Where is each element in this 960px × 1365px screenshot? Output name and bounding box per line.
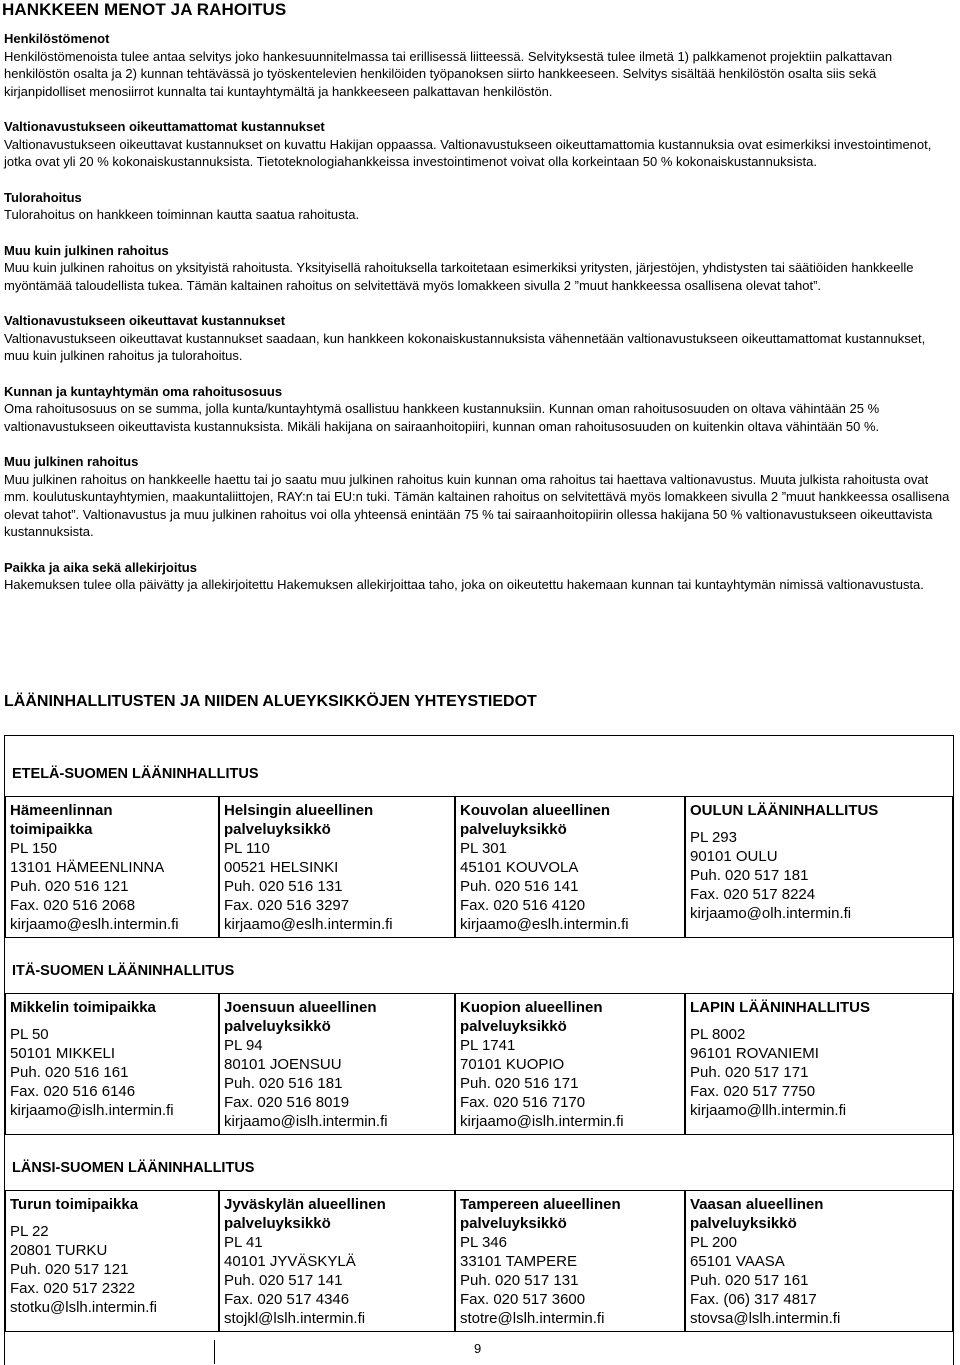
office-email[interactable]: stovsa@lslh.intermin.fi	[690, 1310, 841, 1327]
office-detail: 90101 OULU	[690, 848, 778, 865]
section-text: Henkilöstömenoista tulee antaa selvitys joko hankesuunnitelmassa tai erillisessä liitteessä. Selvityksestä tulee ilmetä 1) palkkamenot projektiin palkattavan henkilöstön osalta ja 2) kunnan tehtävässä jo työskentelevien henkilöiden työpanoksen siirto hankkeeseen. Selvitys sisältää henkilöstön osalta siis sekä kirjanpidolliset menosiirrot kunnalta tai kuntayhtymältä ja hankkeeseen palkattavan henkilöstön.	[4, 48, 893, 99]
office-email[interactable]: kirjaamo@olh.intermin.fi	[690, 905, 852, 922]
office-cell	[455, 1190, 685, 1332]
section-allekirjoitus	[4, 559, 954, 594]
office-card	[6, 1191, 220, 1317]
office-detail: Puh. 020 516 161	[10, 1064, 129, 1081]
section-heading: Valtionavustukseen oikeuttavat kustannukset	[4, 313, 286, 328]
office-detail: Fax. 020 517 8224	[690, 886, 816, 903]
office-detail: Fax. 020 516 8019	[224, 1094, 350, 1111]
office-detail: Puh. 020 516 171	[460, 1075, 579, 1092]
section-text: Tulorahoitus on hankkeen toiminnan kautta saatua rahoitusta.	[4, 207, 360, 222]
office-name: palveluyksikkö	[224, 821, 331, 838]
office-email[interactable]: stojkl@lslh.intermin.fi	[224, 1310, 366, 1327]
office-detail: 13101 HÄMEENLINNA	[10, 859, 165, 876]
office-card	[220, 1191, 456, 1328]
office-detail: 00521 HELSINKI	[224, 859, 339, 876]
section-oikeuttamattomat	[4, 118, 954, 171]
office-detail: 50101 MIKKELI	[10, 1045, 116, 1062]
spacer	[690, 1017, 954, 1025]
region-title: LÄNSI-SUOMEN LÄÄNINHALLITUS	[12, 1160, 255, 1176]
office-detail: PL 301	[460, 840, 507, 857]
spacer	[10, 1017, 220, 1025]
office-card	[686, 1191, 954, 1328]
office-email[interactable]: kirjaamo@islh.intermin.fi	[460, 1113, 624, 1130]
office-name: palveluyksikkö	[224, 1018, 331, 1035]
office-cell	[5, 993, 219, 1135]
section-oikeuttavat	[4, 312, 954, 365]
office-detail: Fax. 020 516 7170	[460, 1094, 586, 1111]
office-detail: 70101 KUOPIO	[460, 1056, 565, 1073]
office-detail: Puh. 020 516 131	[224, 878, 343, 895]
region-title: ITÄ-SUOMEN LÄÄNINHALLITUS	[12, 963, 235, 979]
office-detail: Puh. 020 517 131	[460, 1272, 579, 1289]
office-detail: Puh. 020 517 121	[10, 1261, 129, 1278]
office-name: palveluyksikkö	[460, 821, 567, 838]
office-detail: PL 150	[10, 840, 57, 857]
office-detail: PL 94	[224, 1037, 263, 1054]
office-detail: Puh. 020 517 161	[690, 1272, 809, 1289]
office-name: Turun toimipaikka	[10, 1196, 139, 1213]
office-detail: Fax. 020 516 2068	[10, 897, 136, 914]
section-heading: Muu julkinen rahoitus	[4, 454, 139, 469]
region-title: ETELÄ-SUOMEN LÄÄNINHALLITUS	[12, 766, 259, 782]
office-card	[456, 797, 686, 934]
office-detail: 45101 KOUVOLA	[460, 859, 579, 876]
office-name: toimipaikka	[10, 821, 93, 838]
office-cell	[219, 993, 455, 1135]
office-email[interactable]: kirjaamo@islh.intermin.fi	[10, 1102, 174, 1119]
office-name: palveluyksikkö	[690, 1215, 797, 1232]
office-cell	[685, 1190, 953, 1332]
office-cell	[219, 1190, 455, 1332]
office-detail: Fax. 020 517 4346	[224, 1291, 350, 1308]
office-name: Kuopion alueellinen	[460, 999, 603, 1016]
section-muu-julkinen	[4, 453, 954, 541]
office-name: palveluyksikkö	[460, 1018, 567, 1035]
office-cell	[455, 796, 685, 938]
office-detail: PL 346	[460, 1234, 507, 1251]
office-detail: PL 41	[224, 1234, 263, 1251]
office-card	[6, 797, 220, 934]
office-name: Helsingin alueellinen	[224, 802, 374, 819]
section-tulorahoitus	[4, 189, 954, 224]
office-detail: PL 50	[10, 1026, 49, 1043]
office-email[interactable]: kirjaamo@eslh.intermin.fi	[10, 916, 179, 933]
page-title: HANKKEEN MENOT JA RAHOITUS	[2, 0, 287, 19]
office-email[interactable]: kirjaamo@eslh.intermin.fi	[224, 916, 393, 933]
office-email[interactable]: stotre@lslh.intermin.fi	[460, 1310, 605, 1327]
office-name: Tampereen alueellinen	[460, 1196, 621, 1213]
office-card	[456, 1191, 686, 1328]
office-name: Mikkelin toimipaikka	[10, 999, 156, 1016]
section-text: Valtionavustukseen oikeuttavat kustannukset saadaan, kun hankkeen kokonaiskustannuksista vähennetään valtionavustukseen oikeuttamattomat kustannukset, muu kuin julkinen rahoitus ja tulorahoitus.	[4, 330, 926, 363]
office-detail: PL 293	[690, 829, 737, 846]
office-email[interactable]: stotku@lslh.intermin.fi	[10, 1299, 157, 1316]
office-detail: Fax. 020 517 7750	[690, 1083, 816, 1100]
section-muu-kuin-julkinen	[4, 242, 954, 295]
section-text: Muu kuin julkinen rahoitus on yksityistä rahoitusta. Yksityisellä rahoituksella tarkoitetaan esimerkiksi yritysten, järjestöjen, yhdistysten tai säätiöiden hankkeelle myöntämää taloudellista tukea. Tämän kaltainen rahoitus on selvitettävä myös lomakkeen sivulla 2 ”muut hankkeessa osallisena olevat tahot”.	[4, 260, 914, 293]
section-text: Oma rahoitusosuus on se summa, jolla kunta/kuntayhtymä osallistuu hankkeen kustannuksiin. Kunnan oman rahoitusosuuden on oltava vähintään 25 % valtionavustukseen oikeuttavista kustannuksista. Mikäli hakijana on sairaanhoitopiiri, kunnan oman rahoitusosuuden on kuitenkin oltava vähintään 50 %.	[4, 401, 880, 434]
office-name: Joensuun alueellinen	[224, 999, 377, 1016]
office-name: palveluyksikkö	[460, 1215, 567, 1232]
office-cell	[685, 796, 953, 938]
office-name: Vaasan alueellinen	[690, 1196, 824, 1213]
office-detail: PL 1741	[460, 1037, 516, 1054]
section-heading: Valtionavustukseen oikeuttamattomat kustannukset	[4, 119, 325, 134]
office-detail: Fax. 020 516 3297	[224, 897, 350, 914]
section-oma-rahoitusosuus	[4, 383, 954, 436]
office-cell	[455, 993, 685, 1135]
divider	[214, 1340, 215, 1364]
office-detail: 96101 ROVANIEMI	[690, 1045, 819, 1062]
office-detail: Fax. 020 517 3600	[460, 1291, 586, 1308]
office-detail: 80101 JOENSUU	[224, 1056, 342, 1073]
office-card	[686, 994, 954, 1120]
office-detail: Puh. 020 517 141	[224, 1272, 343, 1289]
office-cell	[219, 796, 455, 938]
office-name: Jyväskylän alueellinen	[224, 1196, 386, 1213]
spacer	[10, 1214, 220, 1222]
spacer	[690, 820, 954, 828]
office-detail: 40101 JYVÄSKYLÄ	[224, 1253, 356, 1270]
office-detail: 65101 VAASA	[690, 1253, 785, 1270]
office-cell	[5, 1190, 219, 1332]
office-cell	[685, 993, 953, 1135]
office-email[interactable]: kirjaamo@llh.intermin.fi	[690, 1102, 847, 1119]
office-detail: Puh. 020 516 141	[460, 878, 579, 895]
office-email[interactable]: kirjaamo@eslh.intermin.fi	[460, 916, 629, 933]
section-heading: Muu kuin julkinen rahoitus	[4, 242, 169, 258]
section-heading: Paikka ja aika sekä allekirjoitus	[4, 559, 197, 575]
office-email[interactable]: kirjaamo@islh.intermin.fi	[224, 1113, 388, 1130]
section-heading: Henkilöstömenot	[4, 31, 110, 46]
office-detail: PL 8002	[690, 1026, 746, 1043]
office-detail: 20801 TURKU	[10, 1242, 108, 1259]
section-text: Muu julkinen rahoitus on hankkeelle haettu tai jo saatu muu julkinen rahoitus kuin kunnan oma rahoitus tai haettava valtionavustus. Muuta julkista rahoitusta ovat mm. koulutuskuntayhtymien, maakuntaliittojen, RAY:n tai EU:n tuki. Tämän kaltainen rahoitus on selvitettävä myös lomakkeen sivulla 2 ”muut hankkeessa osallisena olevat tahot”. Valtionavustus ja muu julkinen rahoitus voi olla yhteensä enintään 75 % tai sairaanhoitopiirin ollessa hakijana 50 % valtionavustukseen oikeuttavista kustannuksista.	[4, 471, 950, 539]
office-detail: Puh. 020 517 171	[690, 1064, 809, 1081]
office-name: OULUN LÄÄNINHALLITUS	[690, 802, 879, 819]
office-card	[220, 994, 456, 1131]
office-name: LAPIN LÄÄNINHALLITUS	[690, 999, 870, 1016]
page-number: 9	[474, 1341, 482, 1356]
office-detail: Fax. 020 516 6146	[10, 1083, 136, 1100]
section-heading: Kunnan ja kuntayhtymän oma rahoitusosuus	[4, 383, 283, 399]
office-name: Hämeenlinnan	[10, 802, 113, 819]
office-detail: Puh. 020 516 181	[224, 1075, 343, 1092]
contacts-table	[4, 735, 954, 1365]
office-card	[686, 797, 954, 923]
office-name: palveluyksikkö	[224, 1215, 331, 1232]
contacts-title: LÄÄNINHALLITUSTEN JA NIIDEN ALUEYKSIKKÖJEN YHTEYSTIEDOT	[4, 693, 537, 710]
section-text: Hakemuksen tulee olla päivätty ja allekirjoitettu Hakemuksen allekirjoittaa taho, joka on oikeutettu hakemaan kunnan tai kuntayhtymän nimissä valtionavustusta.	[4, 577, 924, 592]
office-detail: 33101 TAMPERE	[460, 1253, 578, 1270]
office-detail: PL 110	[224, 840, 270, 857]
section-text: Valtionavustukseen oikeuttavat kustannukset on kuvattu Hakijan oppaassa. Valtionavustukseen oikeuttamattomia kustannuksia ovat esimerkiksi investointimenot, jotka ovat yli 20 % kokonaiskustannuksista. Tietoteknologiahankkeissa investointimenot voivat olla korkeintaan 50 % kokonaiskustannuksista.	[4, 136, 932, 169]
funding-instructions	[4, 30, 954, 612]
section-henkilostomenot	[4, 30, 954, 100]
office-detail: Fax. (06) 317 4817	[690, 1291, 817, 1308]
office-detail: Fax. 020 517 2322	[10, 1280, 136, 1297]
office-card	[6, 994, 220, 1120]
office-card	[220, 797, 456, 934]
office-name: Kouvolan alueellinen	[460, 802, 611, 819]
office-detail: PL 22	[10, 1223, 49, 1240]
section-heading: Tulorahoitus	[4, 189, 82, 205]
office-detail: PL 200	[690, 1234, 737, 1251]
office-cell	[5, 796, 219, 938]
office-card	[456, 994, 686, 1131]
office-detail: Fax. 020 516 4120	[460, 897, 586, 914]
office-detail: Puh. 020 516 121	[10, 878, 129, 895]
office-detail: Puh. 020 517 181	[690, 867, 809, 884]
